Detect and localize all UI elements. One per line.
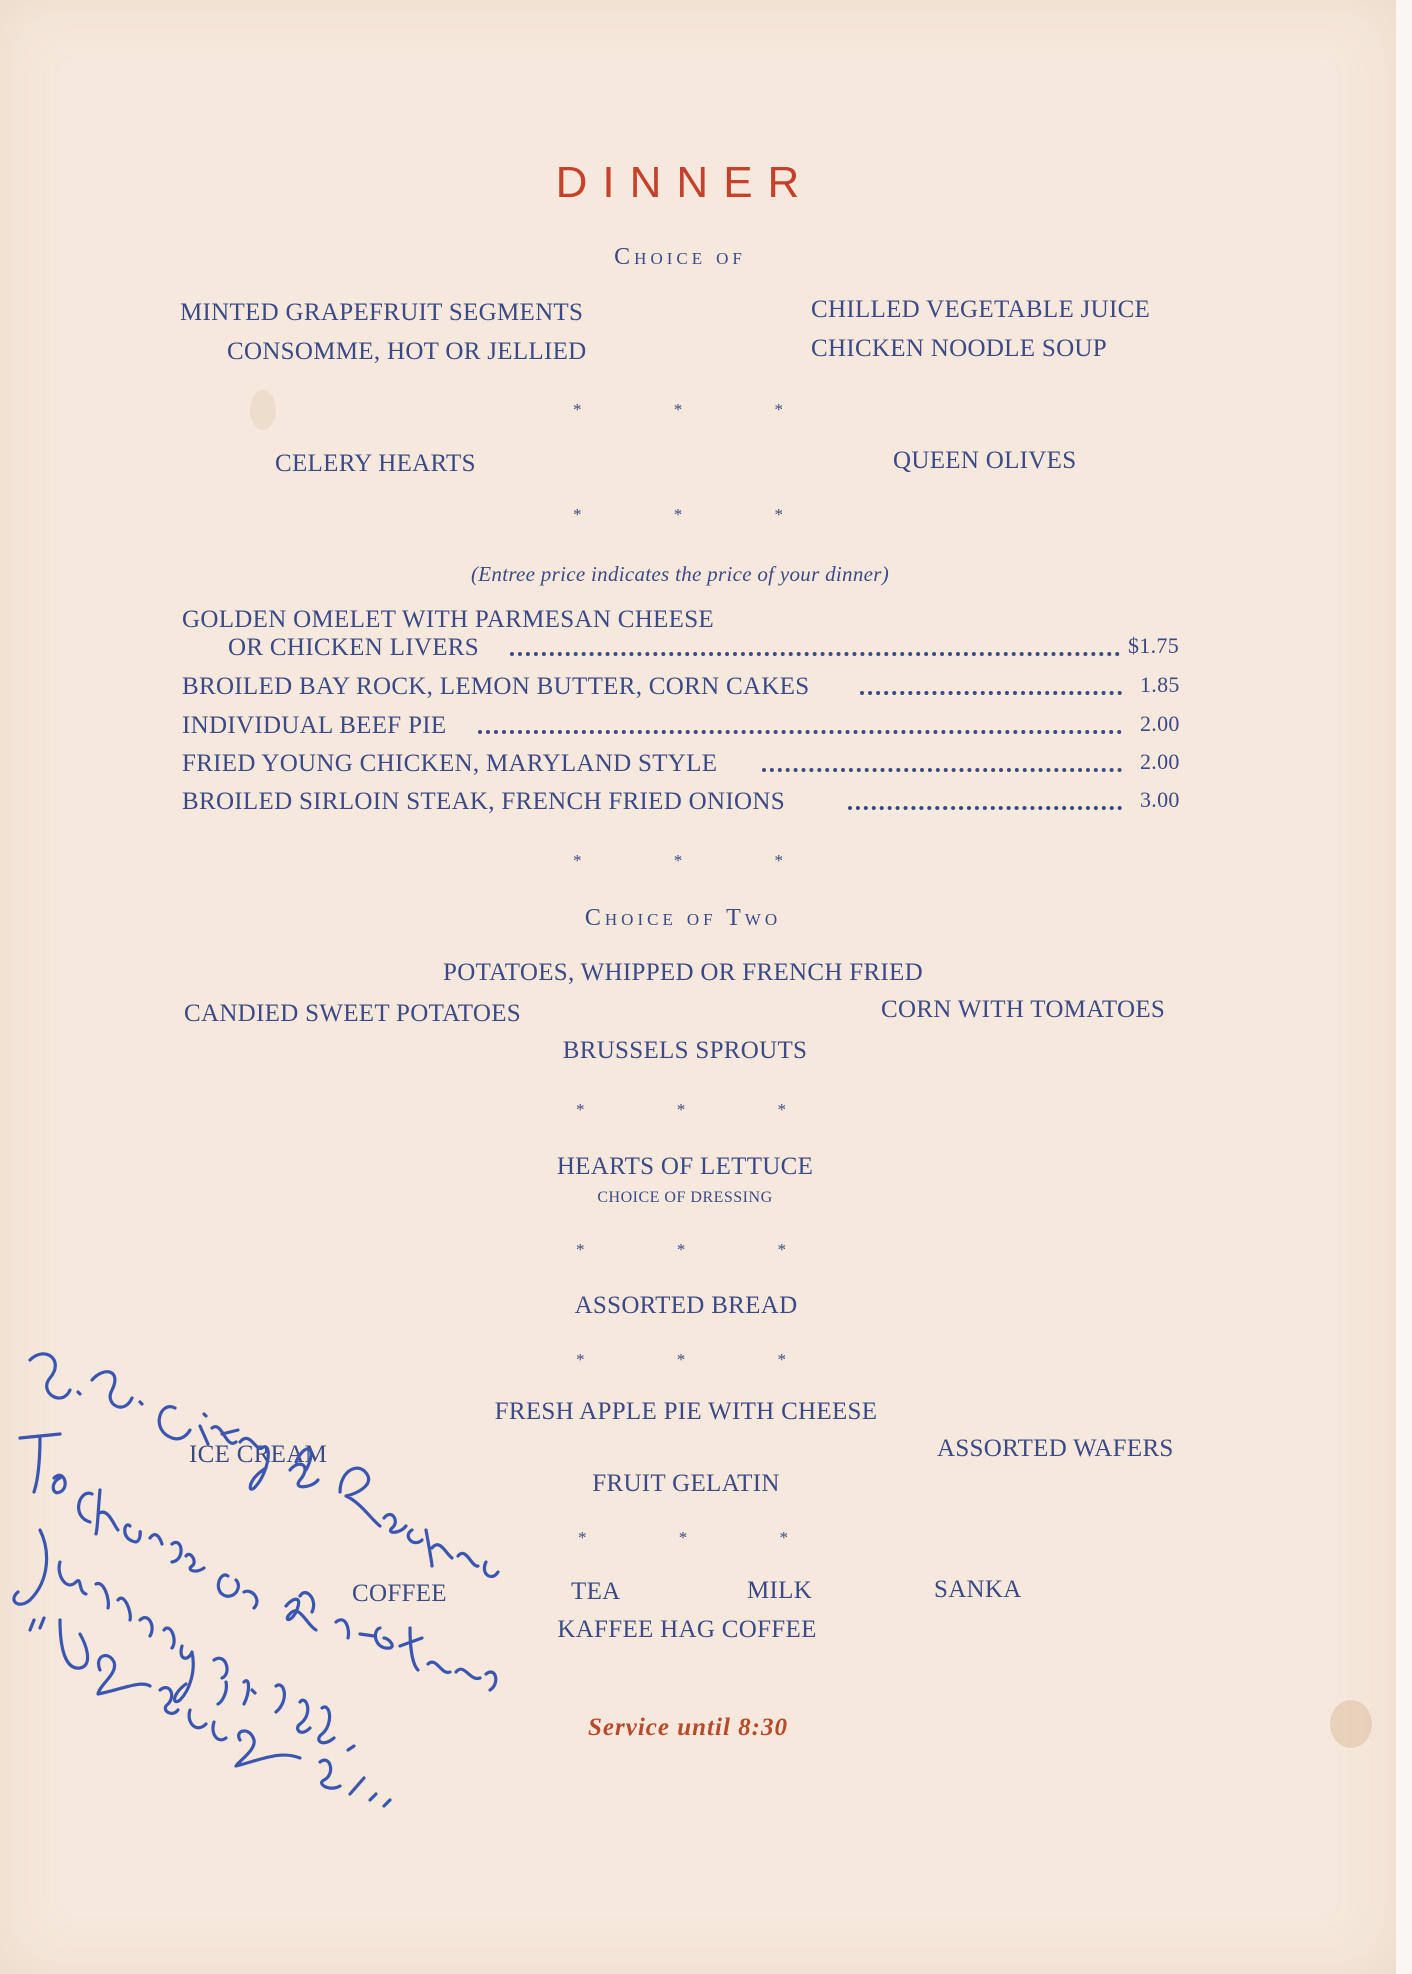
sides-center-top: POTATOES, WHIPPED OR FRENCH FRIED (443, 959, 923, 986)
sides-right: CORN WITH TOMATOES (881, 996, 1166, 1023)
sides-center-bottom: BRUSSELS SPROUTS (562, 1037, 808, 1064)
inscription-line-3 (14, 1530, 354, 1750)
separator-7: * * * (578, 1528, 832, 1547)
entree-5-leader (848, 802, 1122, 810)
entree-4-name: FRIED YOUNG CHICKEN, MARYLAND STYLE (182, 750, 718, 777)
starter-left-2: CONSOMME, HOT OR JELLIED (227, 338, 587, 365)
entree-5-name: BROILED SIRLOIN STEAK, FRENCH FRIED ONIONS (182, 788, 785, 815)
starter-left-1: MINTED GRAPEFRUIT SEGMENTS (180, 299, 584, 326)
entree-3-leader (478, 726, 1122, 734)
entree-2-price: 1.85 (1140, 672, 1180, 697)
dessert-center-bottom: FRUIT GELATIN (592, 1470, 780, 1497)
separator-2: * * * (573, 505, 827, 524)
dessert-right: ASSORTED WAFERS (937, 1435, 1174, 1462)
separator-1: * * * (573, 400, 827, 419)
entree-2-leader (860, 687, 1122, 695)
paper-stain (1330, 1700, 1372, 1748)
starter-right-2: CHICKEN NOODLE SOUP (811, 335, 1107, 362)
relish-right: QUEEN OLIVES (893, 447, 1077, 474)
entree-5-price: 3.00 (1140, 787, 1180, 812)
separator-5: * * * (576, 1240, 830, 1259)
entree-3-name: INDIVIDUAL BEEF PIE (182, 712, 447, 739)
separator-3: * * * (573, 851, 827, 870)
entree-3-price: 2.00 (1140, 711, 1180, 736)
entree-2-name: BROILED BAY ROCK, LEMON BUTTER, CORN CAKES (182, 673, 810, 700)
entree-1-price: $1.75 (1128, 633, 1179, 658)
sides-left: CANDIED SWEET POTATOES (184, 1000, 522, 1027)
entree-1-line2: OR CHICKEN LIVERS (228, 634, 479, 661)
separator-4: * * * (576, 1100, 830, 1119)
beverage-kaffee-hag: KAFFEE HAG COFFEE (557, 1616, 817, 1643)
bread: ASSORTED BREAD (574, 1292, 798, 1319)
service-hours: Service until 8:30 (588, 1714, 788, 1741)
entree-4-price: 2.00 (1140, 749, 1180, 774)
inscription-line-4 (30, 1618, 390, 1806)
entree-4-leader (762, 764, 1122, 772)
beverage-coffee: COFFEE (352, 1580, 447, 1607)
relish-left: CELERY HEARTS (275, 450, 476, 477)
beverage-tea: TEA (571, 1578, 621, 1605)
paper-stain (250, 390, 276, 430)
salad-sub: CHOICE OF DRESSING (597, 1189, 773, 1206)
choice-of-two-heading: Choice of Two (584, 905, 782, 931)
beverage-milk: MILK (747, 1577, 813, 1604)
handwritten-inscription (0, 1330, 520, 1950)
entree-1-line1: GOLDEN OMELET WITH PARMESAN CHEESE (182, 606, 714, 633)
salad-name: HEARTS OF LETTUCE (556, 1153, 814, 1180)
page-edge (1396, 0, 1412, 1974)
menu-title: DINNER (555, 158, 815, 207)
inscription-line-1 (30, 1354, 498, 1577)
starter-right-1: CHILLED VEGETABLE JUICE (811, 296, 1151, 323)
choice-of-heading: Choice of (614, 244, 746, 270)
entree-1-leader (510, 648, 1120, 656)
entree-note: (Entree price indicates the price of your dinner) (470, 562, 890, 586)
dessert-center-top: FRESH APPLE PIE WITH CHEESE (494, 1398, 878, 1425)
dessert-left: ICE CREAM (189, 1441, 328, 1468)
separator-6: * * * (576, 1350, 830, 1369)
beverage-sanka: SANKA (934, 1576, 1022, 1603)
